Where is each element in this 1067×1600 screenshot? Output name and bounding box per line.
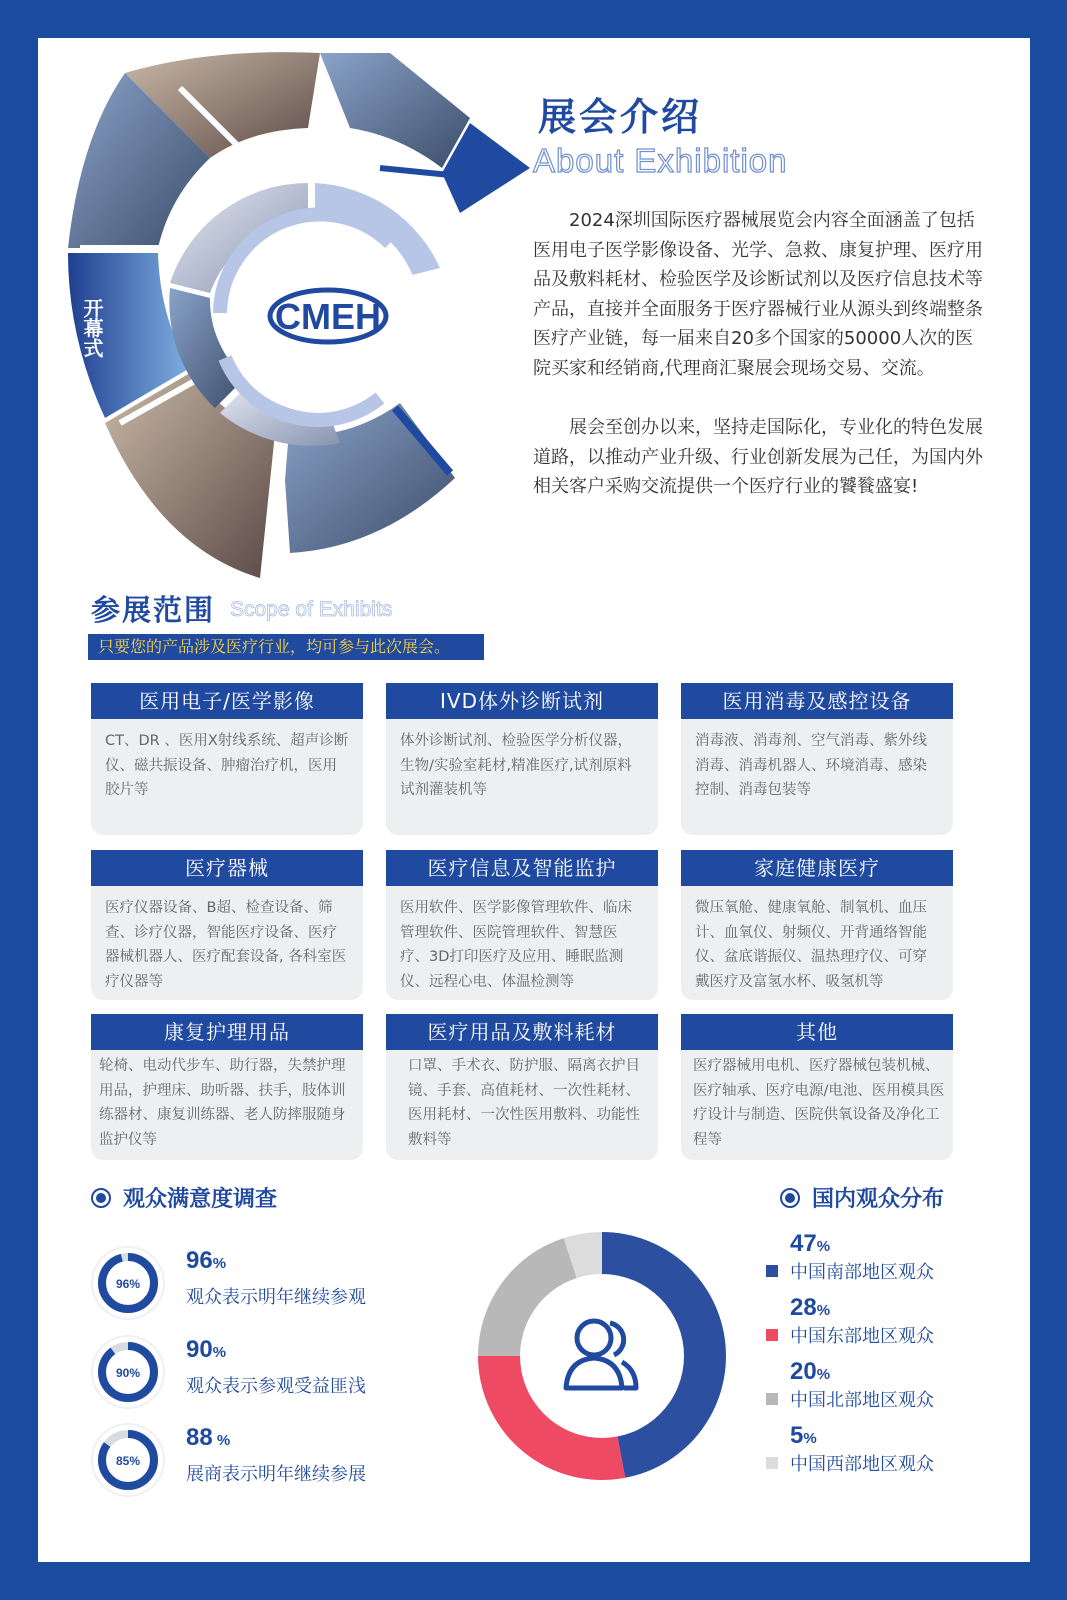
scope-card-body: CT、DR 、医用X射线系统、超声诊断仪、磁共振设备、肿瘤治疗机，医用胶片等 <box>91 719 363 835</box>
scope-card-body: 医疗器械用电机、医疗器械包装机械、医疗轴承、医疗电源/电池、医用模具医疗设计与制造、医院供氧设备及净化工程等 <box>681 1050 953 1160</box>
progress-ring <box>90 1422 166 1498</box>
progress-ring-label: 96% <box>115 1277 141 1291</box>
survey-title <box>91 1182 277 1213</box>
legend-swatch <box>766 1393 778 1405</box>
scope-subtitle: Scope of Exhibits <box>230 598 393 621</box>
intro-paragraph-1: 2024深圳国际医疗器械展览会内容全面涵盖了包括医用电子医学影像设备、光学、急救、康复护理、医疗用品及敷料耗材、检验医学及诊断试剂以及医疗信息技术等产品，直接并全面服务于医疗器械行业从源头到终端整条医疗产业链，每一届来自20多个国家的50000人次的医院买家和经销商,代理商汇聚展会现场交易、交流。 <box>533 210 983 379</box>
legend-swatch <box>766 1457 778 1469</box>
survey-value <box>186 1247 226 1275</box>
distribution-number: 5 <box>790 1422 804 1449</box>
scope-card-title: 家庭健康医疗 <box>681 850 953 886</box>
progress-ring-label: 90% <box>115 1366 141 1380</box>
distribution-title-text: 国内观众分布 <box>812 1187 945 1212</box>
survey-unit: % <box>212 1255 227 1272</box>
bullet-icon <box>780 1188 800 1208</box>
distribution-number: 47 <box>790 1230 817 1257</box>
survey-number: 88 <box>186 1424 213 1451</box>
scope-card <box>386 850 658 1000</box>
distribution-value <box>766 1358 996 1386</box>
scope-card-body: 医疗仪器设备、B超、检查设备、筛查、诊疗仪器，智能医疗设备、医疗器械机器人、医疗配套设备, 各科室医疗仪器等 <box>91 886 363 1000</box>
scope-card-body: 医用软件、医学影像管理软件、临床管理软件、医院管理软件、智慧医疗、3D打印医疗及应用、睡眠监测仪、远程心电、体温检测等 <box>386 886 658 1000</box>
scope-card-body: 消毒液、消毒剂、空气消毒、紫外线消毒、消毒机器人、环境消毒、感染控制、消毒包装等 <box>681 719 953 835</box>
survey-unit: % <box>212 1344 227 1361</box>
distribution-item <box>766 1358 996 1412</box>
survey-item <box>90 1334 470 1410</box>
distribution-label <box>766 1258 996 1284</box>
survey-value <box>186 1424 230 1452</box>
scope-title: 参展范围 <box>91 593 216 627</box>
survey-item <box>90 1245 470 1321</box>
legend-swatch <box>766 1265 778 1277</box>
progress-ring-label: 85% <box>115 1454 141 1468</box>
scope-card-body: 体外诊断试剂、检验医学分析仪器，生物/实验室耗材,精准医疗,试剂原料试剂灌装机等 <box>386 719 658 835</box>
distribution-number: 28 <box>790 1294 817 1321</box>
cmeh-logo: CMEH <box>275 296 381 337</box>
scope-card <box>681 683 953 835</box>
scope-card-title: 医疗信息及智能监护 <box>386 850 658 886</box>
distribution-unit: % <box>803 1430 817 1447</box>
opening-ceremony-text: 开幕式 <box>80 298 104 358</box>
distribution-label-text: 中国北部地区观众 <box>790 1390 934 1411</box>
scope-card <box>681 1014 953 1160</box>
distribution-value <box>766 1294 996 1322</box>
scope-card-title: IVD体外诊断试剂 <box>386 683 658 719</box>
distribution-unit: % <box>816 1238 831 1255</box>
survey-item <box>90 1422 470 1498</box>
survey-label: 观众表示明年继续参观 <box>186 1287 366 1308</box>
scope-card <box>91 683 363 835</box>
scope-card-title: 医疗器械 <box>91 850 363 886</box>
distribution-value <box>766 1422 996 1450</box>
distribution-title <box>780 1182 944 1213</box>
scope-card <box>91 1014 363 1160</box>
collage-svg <box>50 48 530 588</box>
distribution-label-text: 中国南部地区观众 <box>790 1262 934 1283</box>
distribution-item <box>766 1294 996 1348</box>
intro-paragraph-2: 展会至创办以来，坚持走国际化，专业化的特色发展道路，以推动产业升级、行业创新发展为己任，为国内外相关客户采购交流提供一个医疗行业的饕餮盛宴! <box>533 417 983 497</box>
distribution-unit: % <box>816 1366 831 1383</box>
scope-card <box>386 1014 658 1160</box>
survey-label: 展商表示明年继续参展 <box>186 1464 366 1485</box>
scope-card-title: 医用电子/医学影像 <box>91 683 363 719</box>
intro-text <box>533 206 983 502</box>
distribution-label <box>766 1386 996 1412</box>
distribution-label-text: 中国东部地区观众 <box>790 1326 934 1347</box>
distribution-label-text: 中国西部地区观众 <box>790 1454 934 1475</box>
intro-subtitle: About Exhibition <box>533 142 788 179</box>
scope-card <box>386 683 658 835</box>
scope-card-title: 医用消毒及感控设备 <box>681 683 953 719</box>
bullet-icon <box>91 1188 111 1208</box>
progress-ring <box>90 1334 166 1410</box>
survey-value <box>186 1336 226 1364</box>
distribution-value <box>766 1230 996 1258</box>
scope-card-title: 康复护理用品 <box>91 1014 363 1050</box>
hero-collage <box>50 48 530 588</box>
progress-ring <box>90 1245 166 1321</box>
scope-card-title: 其他 <box>681 1014 953 1050</box>
scope-card <box>91 850 363 1000</box>
intro-title: 展会介绍 <box>538 95 703 139</box>
scope-card-body: 口罩、手术衣、防护服、隔离衣护目镜、手套、高值耗材、一次性耗材、医用耗材、一次性医用敷料、功能性敷料等 <box>386 1050 658 1160</box>
distribution-donut <box>476 1230 728 1482</box>
survey-number: 96 <box>186 1247 213 1274</box>
legend-swatch <box>766 1329 778 1341</box>
scope-card <box>681 850 953 1000</box>
survey-unit: % <box>212 1432 231 1449</box>
distribution-label <box>766 1450 996 1476</box>
distribution-item <box>766 1230 996 1284</box>
survey-number: 90 <box>186 1336 213 1363</box>
distribution-item <box>766 1422 996 1476</box>
scope-card-body: 微压氧舱、健康氧舱、制氧机、血压计、血氧仪、射频仪、开背通络智能仪、盆底谐振仪、温热理疗仪、可穿戴医疗及富氢水杯、吸氢机等 <box>681 886 953 1000</box>
scope-card-title: 医疗用品及敷料耗材 <box>386 1014 658 1050</box>
distribution-label <box>766 1322 996 1348</box>
brochure-page <box>38 38 1030 1562</box>
scope-card-body: 轮椅、电动代步车、助行器，失禁护理用品，护理床、助听器、扶手，肢体训练器材、康复训练器、老人防摔服随身监护仪等 <box>91 1050 363 1160</box>
distribution-number: 20 <box>790 1358 817 1385</box>
scope-banner: 只要您的产品涉及医疗行业，均可参与此次展会。 <box>88 634 484 660</box>
survey-label: 观众表示参观受益匪浅 <box>186 1376 366 1397</box>
survey-title-text: 观众满意度调查 <box>123 1187 278 1212</box>
distribution-unit: % <box>816 1302 831 1319</box>
